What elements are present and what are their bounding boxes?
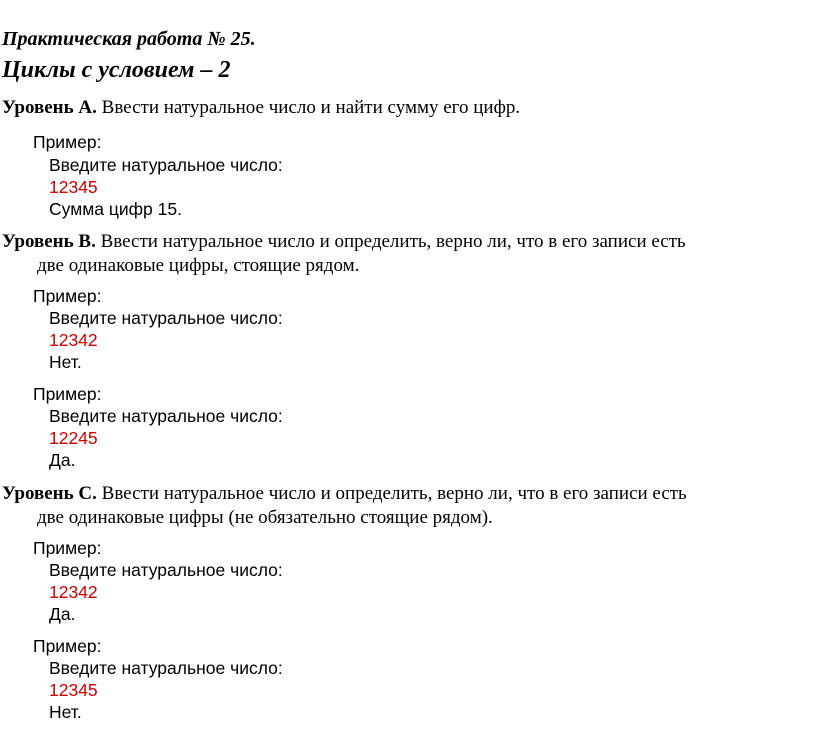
level-a-text: Ввести натуральное число и найти сумму его цифр. [96,97,521,118]
example-label: Пример: [33,384,102,404]
level-b-text: Ввести натуральное число и определить, верно ли, что в его записи есть [95,231,686,252]
example-label: Пример: [33,538,102,558]
example-output: Да. [49,450,76,470]
level-b-task [2,231,686,253]
example-input: 12245 [49,428,98,448]
level-a-label: Уровень A. [2,97,97,118]
example-output: Нет. [49,352,82,372]
example-prompt: Введите натуральное число: [49,658,283,678]
level-c-task [2,483,687,505]
example-label: Пример: [33,636,102,656]
example-output: Да. [49,604,76,624]
example-prompt: Введите натуральное число: [49,155,283,175]
level-c-label: Уровень C. [2,483,97,504]
level-b-text-continued: две одинаковые цифры, стоящие рядом. [37,255,360,276]
example-label: Пример: [33,286,102,306]
level-c-text: Ввести натуральное число и определить, верно ли, что в его записи есть [96,483,687,504]
example-prompt: Введите натуральное число: [49,560,283,580]
example-output: Нет. [49,702,82,722]
level-b-label: Уровень B. [2,231,96,252]
example-prompt: Введите натуральное число: [49,406,283,426]
example-input: 12345 [49,680,98,700]
level-c-text-continued: две одинаковые цифры (не обязательно стоящие рядом). [37,507,493,528]
example-input: 12342 [49,330,98,350]
worksheet-title: Циклы с условием – 2 [2,57,231,83]
level-a-task [2,97,520,119]
example-prompt: Введите натуральное число: [49,308,283,328]
worksheet-subtitle: Практическая работа № 25. [2,28,256,50]
example-output: Сумма цифр 15. [49,199,182,219]
example-label: Пример: [33,132,102,152]
example-input: 12345 [49,177,98,197]
example-input: 12342 [49,582,98,602]
